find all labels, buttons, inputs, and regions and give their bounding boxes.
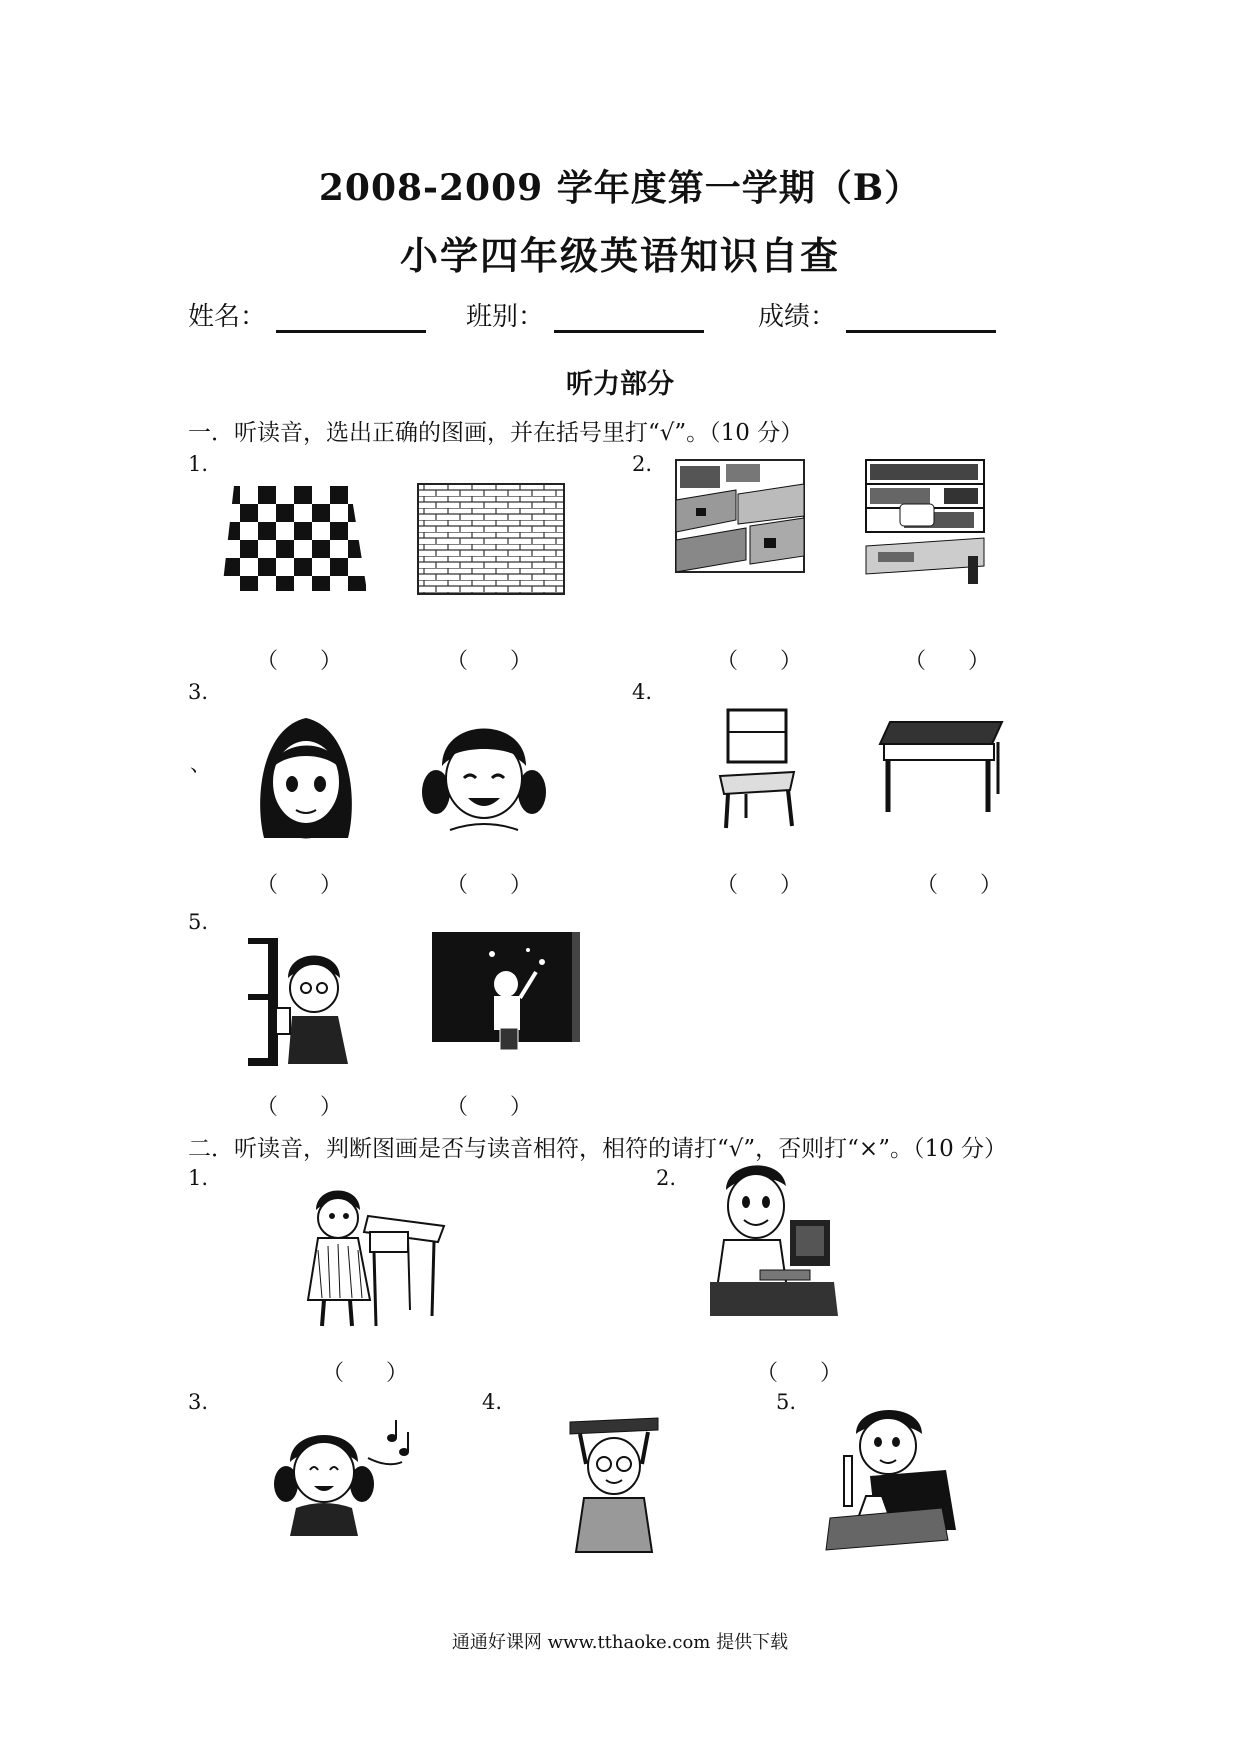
boy-book-on-head-picture	[566, 1414, 662, 1554]
section-title: 听力部分	[566, 369, 674, 400]
classroom-desks-picture	[676, 460, 804, 572]
p1-item4-number: 4.	[632, 680, 653, 704]
class-label: 班别：	[466, 302, 545, 332]
p1-item5-paren-b[interactable]: （ ）	[446, 1095, 532, 1120]
boy-at-door-picture	[248, 938, 358, 1066]
p1-item2-paren-a[interactable]: （ ）	[716, 649, 802, 674]
boy-at-computer-picture	[710, 1156, 838, 1316]
p1-item4-paren-a[interactable]: （ ）	[716, 873, 802, 898]
girl-singing-picture	[272, 1418, 412, 1538]
girl-cleaning-desk-picture	[288, 1180, 448, 1330]
p1-item5-paren-a[interactable]: （ ）	[256, 1095, 342, 1120]
p2-item1-number: 1.	[188, 1166, 209, 1190]
p1-item1-paren-b[interactable]: （ ）	[446, 649, 532, 674]
p2-item2-paren[interactable]: （ ）	[756, 1361, 842, 1386]
stray-mark: 、	[190, 752, 211, 776]
checkered-floor-picture	[222, 486, 367, 591]
score-label: 成绩：	[758, 302, 837, 332]
p2-item4-number: 4.	[482, 1390, 503, 1414]
p1-item3-paren-b[interactable]: （ ）	[446, 873, 532, 898]
score-field[interactable]	[758, 296, 996, 333]
p1-item2-paren-b[interactable]: （ ）	[904, 649, 990, 674]
title-line-2: 小学四年级英语知识自查	[399, 233, 840, 278]
desk-picture	[880, 722, 1002, 814]
title-line-1: 2008-2009 学年度第一学期（B）	[318, 167, 922, 209]
class-field[interactable]	[466, 296, 704, 333]
p1-item3-number: 3.	[188, 680, 209, 704]
name-blank[interactable]	[276, 302, 426, 333]
p2-item5-number: 5.	[776, 1390, 797, 1414]
p1-item5-number: 5.	[188, 910, 209, 934]
brick-wall-picture	[418, 484, 564, 594]
p1-item1-number: 1.	[188, 452, 209, 476]
p2-item1-paren[interactable]: （ ）	[322, 1361, 408, 1386]
p2-item2-number: 2.	[656, 1166, 677, 1190]
p1-item3-paren-a[interactable]: （ ）	[256, 873, 342, 898]
part1-heading: 一．听读音，选出正确的图画，并在括号里打“√”。（10 分）	[188, 420, 804, 446]
name-label: 姓名：	[188, 302, 267, 332]
girl-long-hair-picture	[244, 708, 368, 844]
p1-item2-number: 2.	[632, 452, 653, 476]
girl-pigtails-picture	[420, 706, 548, 834]
boy-science-experiment-picture	[826, 1400, 958, 1550]
chair-picture	[716, 708, 798, 830]
class-blank[interactable]	[554, 302, 704, 333]
p1-item1-paren-a[interactable]: （ ）	[256, 649, 342, 674]
part2-heading: 二．听读音，判断图画是否与读音相符，相符的请打“√”，否则打“×”。（10 分）	[188, 1136, 1008, 1162]
p1-item4-paren-b[interactable]: （ ）	[916, 873, 1002, 898]
name-field[interactable]	[188, 296, 426, 333]
footer-credit: 通通好课网 www.tthaoke.com 提供下载	[451, 1632, 789, 1653]
score-blank[interactable]	[846, 302, 996, 333]
library-shelves-picture	[864, 456, 986, 584]
teacher-at-blackboard-picture	[432, 932, 580, 1050]
p2-item3-number: 3.	[188, 1390, 209, 1414]
